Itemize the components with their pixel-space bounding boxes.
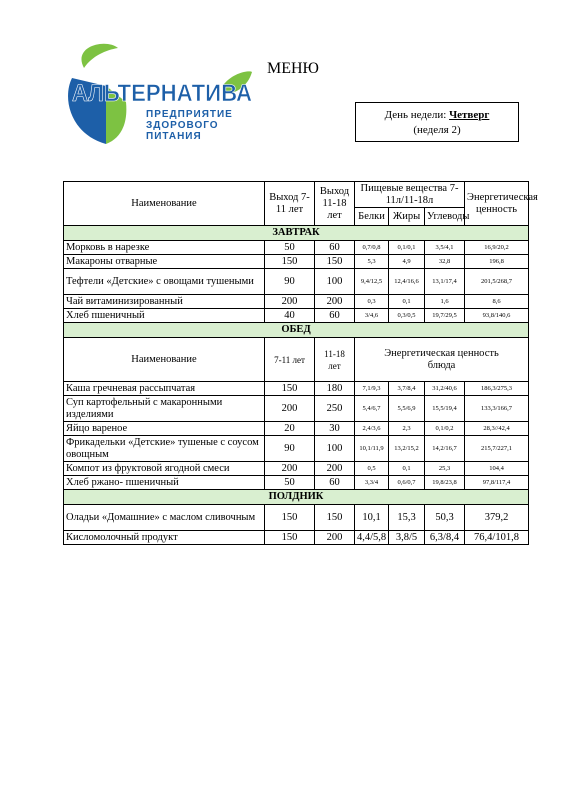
output-7-11-cell: 90 bbox=[265, 436, 315, 462]
svg-text:ЗДОРОВОГО: ЗДОРОВОГО bbox=[146, 120, 219, 131]
svg-text:ПИТАНИЯ: ПИТАНИЯ bbox=[146, 131, 202, 142]
fats-cell: 0,1 bbox=[389, 295, 425, 309]
proteins-cell: 10,1/11,9 bbox=[355, 436, 389, 462]
dish-name-cell: Морковь в нарезке bbox=[64, 241, 265, 255]
section-breakfast-title: ЗАВТРАК bbox=[64, 226, 529, 241]
carbs-cell: 0,1/0,2 bbox=[425, 422, 465, 436]
dish-name-cell: Оладьи «Домашние» с маслом сливочным bbox=[64, 505, 265, 531]
proteins-cell: 5,4/6,7 bbox=[355, 396, 389, 422]
table-row bbox=[64, 309, 529, 323]
carbs-cell: 3,5/4,1 bbox=[425, 241, 465, 255]
output-7-11-cell: 50 bbox=[265, 241, 315, 255]
header-nutrients: Пищевые вещества 7-11л/11-18л bbox=[355, 182, 465, 208]
day-name: Четверг bbox=[449, 109, 490, 121]
energy-cell: 215,7/227,1 bbox=[465, 436, 529, 462]
proteins-cell: 10,1 bbox=[355, 505, 389, 531]
header-proteins: Белки bbox=[355, 208, 389, 226]
proteins-cell: 7,1/9,3 bbox=[355, 382, 389, 396]
dish-name-cell: Хлеб пшеничный bbox=[64, 309, 265, 323]
fats-cell: 13,2/15,2 bbox=[389, 436, 425, 462]
output-11-18-cell: 150 bbox=[315, 255, 355, 269]
menu-table bbox=[63, 181, 538, 545]
output-11-18-cell: 250 bbox=[315, 396, 355, 422]
lunch-header-name: Наименование bbox=[64, 338, 265, 382]
dish-name-cell: Фрикадельки «Детские» тушеные с соусом овощным bbox=[64, 436, 265, 462]
dish-name-cell: Суп картофельный с макаронными изделиями bbox=[64, 396, 265, 422]
dish-name-cell: Яйцо вареное bbox=[64, 422, 265, 436]
energy-cell: 379,2 bbox=[465, 505, 529, 531]
output-11-18-cell: 150 bbox=[315, 505, 355, 531]
output-7-11-cell: 90 bbox=[265, 269, 315, 295]
carbs-cell: 1,6 bbox=[425, 295, 465, 309]
fats-cell: 2,3 bbox=[389, 422, 425, 436]
fats-cell: 12,4/16,6 bbox=[389, 269, 425, 295]
energy-cell: 97,8/117,4 bbox=[465, 476, 529, 490]
output-11-18-cell: 60 bbox=[315, 309, 355, 323]
energy-cell: 186,3/275,3 bbox=[465, 382, 529, 396]
output-7-11-cell: 150 bbox=[265, 531, 315, 545]
logo-wordmark: АЛЬТЕРНАТИВА bbox=[72, 80, 252, 107]
fats-cell: 3,7/8,4 bbox=[389, 382, 425, 396]
carbs-cell: 31,2/40,6 bbox=[425, 382, 465, 396]
fats-cell: 4,9 bbox=[389, 255, 425, 269]
header-carbs: Углеводы bbox=[425, 208, 465, 226]
carbs-cell: 32,8 bbox=[425, 255, 465, 269]
proteins-cell: 4,4/5,8 bbox=[355, 531, 389, 545]
dish-name-cell: Компот из фруктовой ягодной смеси bbox=[64, 462, 265, 476]
output-7-11-cell: 150 bbox=[265, 382, 315, 396]
dish-name-cell: Чай витаминизированный bbox=[64, 295, 265, 309]
table-row bbox=[64, 241, 529, 255]
energy-cell: 16,9/20,2 bbox=[465, 241, 529, 255]
carbs-cell: 6,3/8,4 bbox=[425, 531, 465, 545]
dish-name-cell: Тефтели «Детские» с овощами тушеными bbox=[64, 269, 265, 295]
output-11-18-cell: 200 bbox=[315, 462, 355, 476]
output-11-18-cell: 100 bbox=[315, 269, 355, 295]
dish-name-cell: Макароны отварные bbox=[64, 255, 265, 269]
output-7-11-cell: 50 bbox=[265, 476, 315, 490]
section-lunch-title: ОБЕД bbox=[64, 323, 529, 338]
output-11-18-cell: 30 bbox=[315, 422, 355, 436]
fats-cell: 0,6/0,7 bbox=[389, 476, 425, 490]
day-label: День недели: bbox=[384, 109, 450, 121]
header-output-7-11: Выход 7-11 лет bbox=[265, 182, 315, 226]
output-11-18-cell: 60 bbox=[315, 476, 355, 490]
proteins-cell: 5,3 bbox=[355, 255, 389, 269]
output-7-11-cell: 200 bbox=[265, 295, 315, 309]
energy-cell: 28,3//42,4 bbox=[465, 422, 529, 436]
fats-cell: 15,3 bbox=[389, 505, 425, 531]
carbs-cell: 19,7/29,5 bbox=[425, 309, 465, 323]
lunch-header-output-11-18: 11-18 лет bbox=[315, 338, 355, 382]
output-7-11-cell: 150 bbox=[265, 255, 315, 269]
output-11-18-cell: 200 bbox=[315, 531, 355, 545]
table-row bbox=[64, 295, 529, 309]
proteins-cell: 0,7/0,8 bbox=[355, 241, 389, 255]
table-row bbox=[64, 269, 529, 295]
section-snack-title: ПОЛДНИК bbox=[64, 490, 529, 505]
output-11-18-cell: 100 bbox=[315, 436, 355, 462]
table-row bbox=[64, 422, 529, 436]
carbs-cell: 13,1/17,4 bbox=[425, 269, 465, 295]
lunch-header-output-7-11: 7-11 лет bbox=[265, 338, 315, 382]
page-title: МЕНЮ bbox=[267, 60, 319, 77]
table-row bbox=[64, 396, 529, 422]
table-row bbox=[64, 476, 529, 490]
logo-graphic bbox=[66, 42, 266, 152]
week-number: (неделя 2) bbox=[413, 124, 461, 136]
energy-cell: 133,3/166,7 bbox=[465, 396, 529, 422]
energy-cell: 8,6 bbox=[465, 295, 529, 309]
output-7-11-cell: 40 bbox=[265, 309, 315, 323]
energy-cell: 93,8/140,6 bbox=[465, 309, 529, 323]
fats-cell: 0,1 bbox=[389, 462, 425, 476]
output-7-11-cell: 150 bbox=[265, 505, 315, 531]
output-11-18-cell: 180 bbox=[315, 382, 355, 396]
proteins-cell: 2,4/3,6 bbox=[355, 422, 389, 436]
energy-cell: 76,4/101,8 bbox=[465, 531, 529, 545]
output-7-11-cell: 20 bbox=[265, 422, 315, 436]
table-row bbox=[64, 462, 529, 476]
header-fats: Жиры bbox=[389, 208, 425, 226]
output-11-18-cell: 200 bbox=[315, 295, 355, 309]
fats-cell: 0,3/0,5 bbox=[389, 309, 425, 323]
proteins-cell: 0,3 bbox=[355, 295, 389, 309]
table-row bbox=[64, 531, 529, 545]
carbs-cell: 25,3 bbox=[425, 462, 465, 476]
carbs-cell: 50,3 bbox=[425, 505, 465, 531]
company-logo bbox=[66, 42, 266, 152]
header-energy: Энергетическая ценность bbox=[465, 182, 529, 226]
energy-cell: 196,8 bbox=[465, 255, 529, 269]
header-output-11-18: Выход 11-18 лет bbox=[315, 182, 355, 226]
carbs-cell: 14,2/16,7 bbox=[425, 436, 465, 462]
carbs-cell: 19,8/23,8 bbox=[425, 476, 465, 490]
fats-cell: 5,5/6,9 bbox=[389, 396, 425, 422]
proteins-cell: 0,5 bbox=[355, 462, 389, 476]
output-11-18-cell: 60 bbox=[315, 241, 355, 255]
proteins-cell: 3/4,6 bbox=[355, 309, 389, 323]
svg-text:ПРЕДПРИЯТИЕ: ПРЕДПРИЯТИЕ bbox=[146, 109, 233, 120]
output-7-11-cell: 200 bbox=[265, 396, 315, 422]
fats-cell: 3,8/5 bbox=[389, 531, 425, 545]
table-row bbox=[64, 436, 529, 462]
table-row bbox=[64, 255, 529, 269]
energy-cell: 201,5/268,7 bbox=[465, 269, 529, 295]
lunch-header-energy: Энергетическая ценность блюда bbox=[355, 338, 529, 382]
header-name: Наименование bbox=[64, 182, 265, 226]
carbs-cell: 15,5/19,4 bbox=[425, 396, 465, 422]
dish-name-cell: Хлеб ржано- пшеничный bbox=[64, 476, 265, 490]
day-of-week-box bbox=[355, 102, 519, 142]
proteins-cell: 3,3/4 bbox=[355, 476, 389, 490]
output-7-11-cell: 200 bbox=[265, 462, 315, 476]
dish-name-cell: Кисломолочный продукт bbox=[64, 531, 265, 545]
table-row bbox=[64, 382, 529, 396]
fats-cell: 0,1/0,1 bbox=[389, 241, 425, 255]
dish-name-cell: Каша гречневая рассыпчатая bbox=[64, 382, 265, 396]
proteins-cell: 9,4/12,5 bbox=[355, 269, 389, 295]
table-row bbox=[64, 505, 529, 531]
energy-cell: 104,4 bbox=[465, 462, 529, 476]
